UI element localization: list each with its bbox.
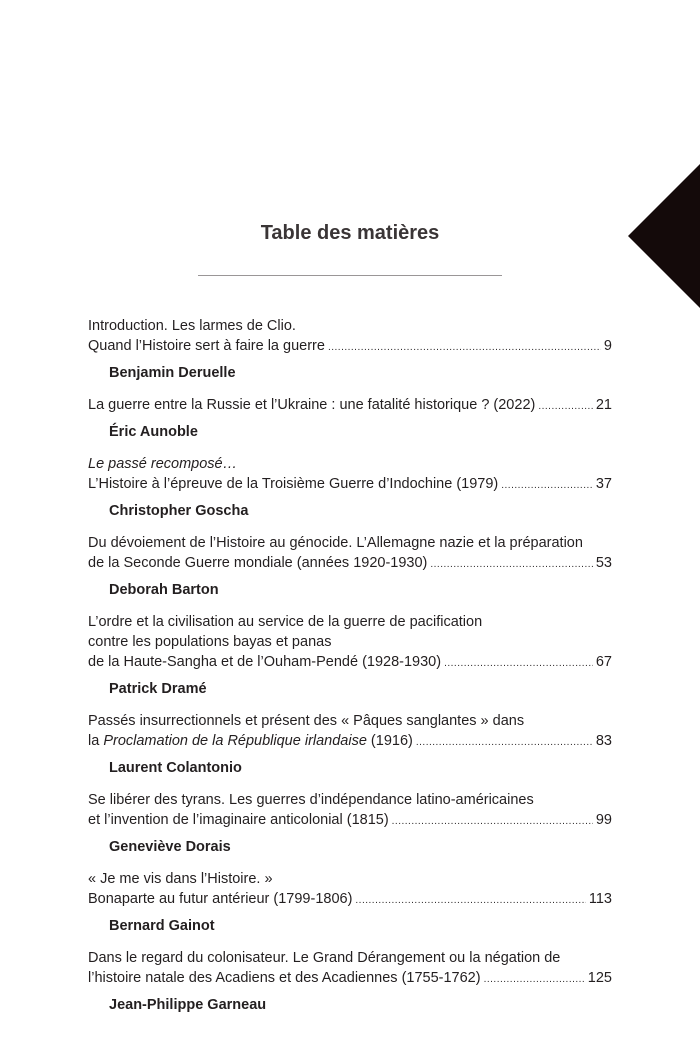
dot-leader bbox=[355, 891, 585, 911]
dot-leader bbox=[501, 476, 593, 496]
title-text: et l’invention de l’imaginaire anticolonial (1815) bbox=[88, 812, 389, 828]
page-number: 37 bbox=[595, 476, 612, 492]
toc-entry-title-text bbox=[88, 810, 389, 830]
toc-entry-title-line: Se libérer des tyrans. Les guerres d’indépendance latino-américaines bbox=[88, 792, 534, 808]
toc-entry-title-line: contre les populations bayas et panas bbox=[88, 634, 332, 650]
title-text: Bonaparte au futur antérieur (1799-1806) bbox=[88, 891, 353, 907]
author-name: Laurent Colantonio bbox=[109, 760, 242, 776]
author-name: Éric Aunoble bbox=[109, 424, 198, 440]
toc-entry[interactable] bbox=[88, 395, 612, 442]
page-number: 125 bbox=[587, 970, 612, 986]
toc-entry[interactable] bbox=[88, 869, 612, 936]
toc-entry[interactable] bbox=[88, 790, 612, 857]
toc-entry-title-line bbox=[88, 395, 612, 417]
toc-entry-title-line bbox=[88, 553, 612, 575]
toc-entry-title-line bbox=[88, 889, 612, 911]
toc-entry-title-text bbox=[88, 553, 427, 573]
author-name: Patrick Dramé bbox=[109, 681, 207, 697]
toc-entry-title-line bbox=[88, 474, 612, 496]
title-text: l’histoire natale des Acadiens et des Acadiennes (1755-1762) bbox=[88, 970, 481, 986]
toc-entry-title-text bbox=[88, 395, 535, 415]
page-title: Table des matières bbox=[260, 222, 440, 244]
page-number: 67 bbox=[595, 654, 612, 670]
toc-entry-title-line: « Je me vis dans l’Histoire. » bbox=[88, 871, 273, 887]
toc-entry-title-line: L’ordre et la civilisation au service de la guerre de pacification bbox=[88, 614, 483, 630]
title-text: de la Seconde Guerre mondiale (années 1920-1930) bbox=[88, 555, 428, 571]
page-number: 53 bbox=[595, 555, 612, 571]
dot-leader bbox=[484, 970, 585, 990]
dot-leader bbox=[444, 654, 593, 674]
title-text: L’Histoire à l’épreuve de la Troisième Guerre d’Indochine (1979) bbox=[88, 476, 499, 492]
page-number: 113 bbox=[588, 891, 612, 907]
toc-entry-title-line: Introduction. Les larmes de Clio. bbox=[88, 318, 296, 334]
toc-entry[interactable] bbox=[88, 533, 612, 600]
dot-leader bbox=[430, 555, 592, 575]
toc-entry-title-line bbox=[88, 810, 612, 832]
table-of-contents bbox=[88, 316, 612, 1027]
dot-leader bbox=[538, 397, 593, 417]
title-prefix: la bbox=[88, 733, 104, 749]
toc-entry-title-line bbox=[88, 731, 612, 753]
title-divider bbox=[198, 275, 502, 276]
toc-entry-title-text bbox=[88, 731, 413, 751]
toc-entry-title-line bbox=[88, 652, 612, 674]
title-text: de la Haute-Sangha et de l’Ouham-Pendé (1928-1930) bbox=[88, 654, 442, 670]
author-name: Christopher Goscha bbox=[109, 503, 249, 519]
title-text: (1916) bbox=[366, 733, 413, 749]
dot-leader bbox=[416, 733, 593, 753]
page-number: 9 bbox=[603, 338, 612, 354]
dot-leader bbox=[328, 338, 601, 358]
toc-entry-title-line bbox=[88, 336, 612, 358]
toc-entry-title-text bbox=[88, 889, 352, 909]
title-text: Quand l’Histoire sert à faire la guerre bbox=[88, 338, 325, 354]
author-name: Geneviève Dorais bbox=[109, 839, 231, 855]
toc-entry-title-text bbox=[88, 474, 498, 494]
toc-entry[interactable] bbox=[88, 316, 612, 383]
dot-leader bbox=[392, 812, 593, 832]
author-name: Benjamin Deruelle bbox=[109, 365, 236, 381]
page-number: 99 bbox=[595, 812, 612, 828]
page-number: 21 bbox=[595, 397, 612, 413]
toc-entry[interactable] bbox=[88, 612, 612, 699]
toc-entry[interactable] bbox=[88, 948, 612, 1015]
toc-entry-title-line bbox=[88, 968, 612, 990]
author-name: Jean-Philippe Garneau bbox=[109, 997, 267, 1013]
toc-entry[interactable] bbox=[88, 711, 612, 778]
toc-entry-title-line: Dans le regard du colonisateur. Le Grand Dérangement ou la négation de bbox=[88, 950, 561, 966]
page-number: 83 bbox=[595, 733, 612, 749]
title-italic: Proclamation de la République irlandaise bbox=[103, 733, 367, 749]
toc-entry-title-line: Du dévoiement de l’Histoire au génocide. L’Allemagne nazie et la préparation bbox=[88, 535, 583, 551]
toc-entry-title-text bbox=[88, 336, 325, 356]
toc-entry-title-text bbox=[88, 652, 441, 672]
title-text: La guerre entre la Russie et l’Ukraine : une fatalité historique ? (2022) bbox=[88, 397, 536, 413]
toc-entry-title-line: Passés insurrectionnels et présent des « Pâques sanglantes » dans bbox=[88, 713, 525, 729]
author-name: Bernard Gainot bbox=[109, 918, 215, 934]
toc-entry-title-text bbox=[88, 968, 481, 988]
author-name: Deborah Barton bbox=[109, 582, 219, 598]
toc-entry-title-line: Le passé recomposé… bbox=[88, 456, 238, 472]
toc-entry[interactable] bbox=[88, 454, 612, 521]
